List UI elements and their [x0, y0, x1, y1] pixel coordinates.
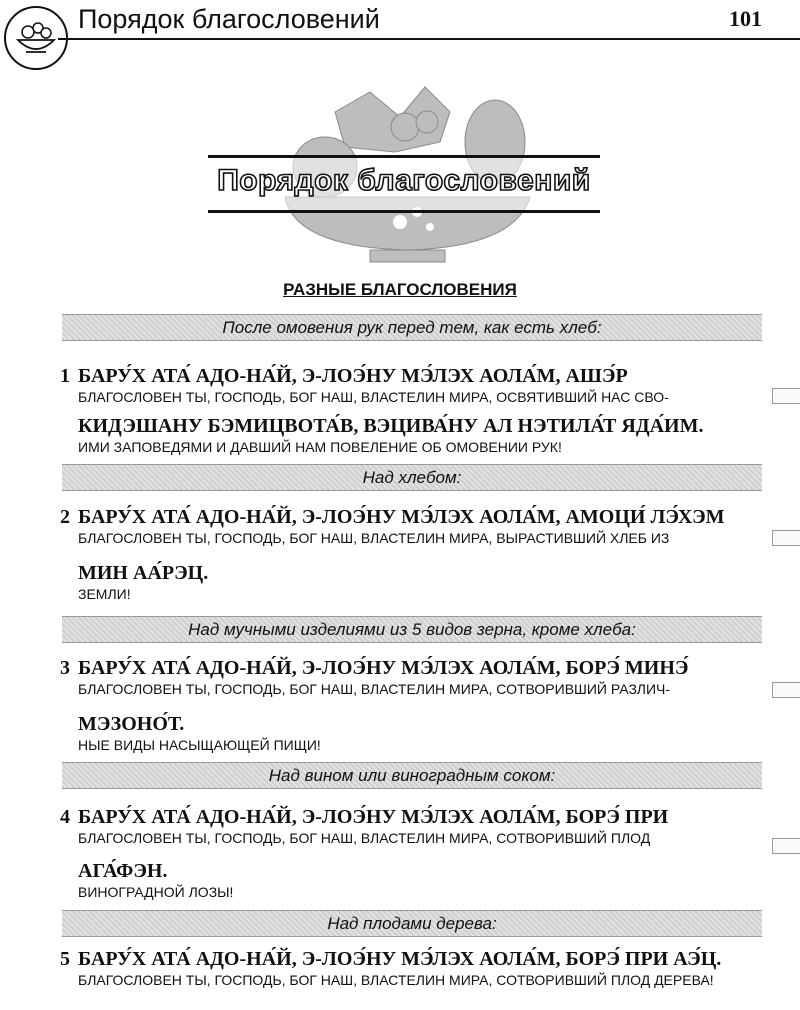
translation-line: НЫЕ ВИДЫ НАСЫЩАЮЩЕЙ ПИЩИ!: [78, 737, 321, 753]
blessing-number: 2: [60, 506, 70, 528]
instruction-band: Над мучными изделиями из 5 видов зерна, кроме хлеба:: [62, 616, 762, 643]
blessing-number: 5: [60, 948, 70, 970]
transliteration-line: БАРУ́Х АТА́ АДО-НА́Й, Э-ЛОЭ́НУ МЭ́ЛЭХ АОЛА́М, БОРЭ́ ПРИ АЭ́Ц.: [78, 948, 722, 970]
translation-line: БЛАГОСЛОВЕН ТЫ, ГОСПОДЬ, БОГ НАШ, ВЛАСТЕЛИН МИРА, ОСВЯТИВШИЙ НАС СВО-: [78, 389, 669, 405]
translation-line: БЛАГОСЛОВЕН ТЫ, ГОСПОДЬ, БОГ НАШ, ВЛАСТЕЛИН МИРА, СОТВОРИВШИЙ РАЗЛИЧ-: [78, 681, 670, 697]
header-rule: [58, 38, 800, 40]
transliteration-line: БАРУ́Х АТА́ АДО-НА́Й, Э-ЛОЭ́НУ МЭ́ЛЭХ АОЛА́М, АШЭ́Р: [78, 365, 628, 387]
translation-line: ЗЕМЛИ!: [78, 586, 131, 602]
translation-line: БЛАГОСЛОВЕН ТЫ, ГОСПОДЬ, БОГ НАШ, ВЛАСТЕЛИН МИРА, СОТВОРИВШИЙ ПЛОД: [78, 830, 651, 846]
chapter-title: Порядок благословений: [217, 164, 591, 197]
running-header-title: Порядок благословений: [78, 4, 380, 34]
blessing-number: 1: [60, 365, 70, 387]
blessing-2: [60, 505, 765, 603]
instruction-band: Над вином или виноградным соком:: [62, 762, 762, 789]
edge-tab: [772, 388, 800, 404]
blessing-3: [60, 656, 765, 754]
edge-tab: [772, 838, 800, 854]
edge-tab: [772, 530, 800, 546]
blessing-5: [60, 947, 765, 989]
page-header: [0, 0, 800, 80]
blessing-number: 3: [60, 657, 70, 679]
blessing-number: 4: [60, 806, 70, 828]
transliteration-line: БАРУ́Х АТА́ АДО-НА́Й, Э-ЛОЭ́НУ МЭ́ЛЭХ АОЛА́М, АМОЦИ́ ЛЭ́ХЭМ: [78, 506, 725, 528]
edge-tab: [772, 682, 800, 698]
section-title: РАЗНЫЕ БЛАГОСЛОВЕНИЯ: [283, 280, 517, 299]
instruction-band: Над плодами дерева:: [62, 910, 762, 937]
transliteration-line: БАРУ́Х АТА́ АДО-НА́Й, Э-ЛОЭ́НУ МЭ́ЛЭХ АОЛА́М, БОРЭ́ ПРИ: [78, 806, 669, 828]
transliteration-line: БАРУ́Х АТА́ АДО-НА́Й, Э-ЛОЭ́НУ МЭ́ЛЭХ АОЛА́М, БОРЭ́ МИНЭ́: [78, 657, 689, 679]
blessing-4: [60, 805, 765, 901]
transliteration-line: КИДЭШАНУ БЭМИЦВОТА́В, ВЭЦИВА́НУ АЛ НЭТИЛА́Т ЯДА́ИМ.: [78, 415, 704, 437]
transliteration-line: МИН АА́РЭЦ.: [78, 562, 209, 584]
blessing-1: [60, 364, 765, 456]
translation-line: ВИНОГРАДНОЙ ЛОЗЫ!: [78, 884, 234, 900]
translation-line: ИМИ ЗАПОВЕДЯМИ И ДАВШИЙ НАМ ПОВЕЛЕНИЕ ОБ ОМОВЕНИИ РУК!: [78, 439, 562, 455]
instruction-band: Над хлебом:: [62, 464, 762, 491]
translation-line: БЛАГОСЛОВЕН ТЫ, ГОСПОДЬ, БОГ НАШ, ВЛАСТЕЛИН МИРА, СОТВОРИВШИЙ ПЛОД ДЕРЕВА!: [78, 972, 714, 988]
instruction-band: После омовения рук перед тем, как есть хлеб:: [62, 314, 762, 341]
chapter-title-frame: [208, 155, 600, 213]
page-number: 101: [729, 6, 762, 31]
transliteration-line: МЭЗОНО́Т.: [78, 713, 185, 735]
transliteration-line: АГА́ФЭН.: [78, 860, 168, 882]
translation-line: БЛАГОСЛОВЕН ТЫ, ГОСПОДЬ, БОГ НАШ, ВЛАСТЕЛИН МИРА, ВЫРАСТИВШИЙ ХЛЕБ ИЗ: [78, 530, 670, 546]
